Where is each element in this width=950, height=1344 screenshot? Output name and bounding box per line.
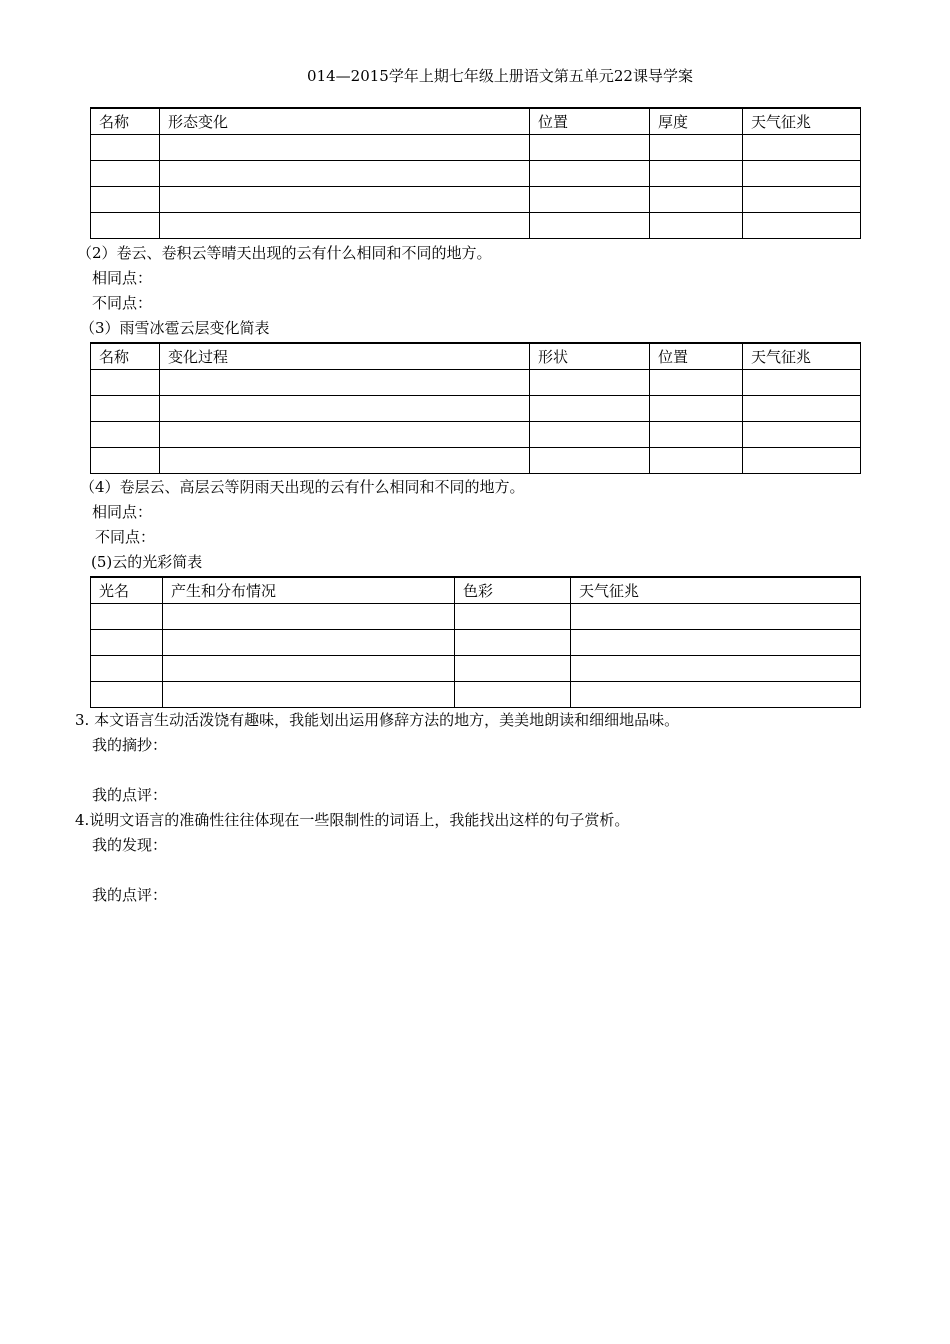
table-cell[interactable] xyxy=(530,370,650,396)
item-4-discovery-label: 我的发现： xyxy=(92,836,168,854)
table-cell[interactable] xyxy=(571,656,861,682)
q2-diff-label: 不同点： xyxy=(92,294,153,312)
header-cell-change-process: 变化过程 xyxy=(160,343,530,370)
table-cell[interactable] xyxy=(650,448,743,474)
table-row xyxy=(91,135,861,161)
table-cell[interactable] xyxy=(743,370,861,396)
table-row xyxy=(91,396,861,422)
document-title: 014—2015学年上期七年级上册语文第五单元22课导学案 xyxy=(307,67,693,85)
item-4-comment-label: 我的点评： xyxy=(92,886,168,904)
q4-diff-label: 不同点： xyxy=(95,528,156,546)
header-cell-color: 色彩 xyxy=(455,577,571,604)
table-row xyxy=(91,187,861,213)
table-cell[interactable] xyxy=(91,682,163,708)
table-cell[interactable] xyxy=(530,396,650,422)
table-header-row xyxy=(91,577,861,604)
table-cell[interactable] xyxy=(455,656,571,682)
header-cell-position: 位置 xyxy=(650,343,743,370)
item-3-question: 3. 本文语言生动活泼饶有趣味，我能划出运用修辞方法的地方，美美地朗读和细细地品味。 xyxy=(75,711,680,729)
table-cell[interactable] xyxy=(530,448,650,474)
header-cell-shape: 形状 xyxy=(530,343,650,370)
header-cell-weather-sign: 天气征兆 xyxy=(743,108,861,135)
question-5-title: (5)云的光彩简表 xyxy=(91,553,203,571)
item-3-excerpt-label: 我的摘抄： xyxy=(92,736,168,754)
precipitation-cloud-table xyxy=(90,342,861,474)
question-4: （4）卷层云、高层云等阴雨天出现的云有什么相同和不同的地方。 xyxy=(80,478,525,496)
item-4-question: 4.说明文语言的准确性往往体现在一些限制性的词语上，我能找出这样的句子赏析。 xyxy=(75,811,630,829)
table-cell[interactable] xyxy=(160,422,530,448)
table-row xyxy=(91,213,861,239)
table-cell[interactable] xyxy=(455,604,571,630)
table-cell[interactable] xyxy=(163,656,455,682)
question-3-title: （3）雨雪冰雹云层变化简表 xyxy=(80,319,270,337)
cloud-form-table xyxy=(90,107,861,239)
table-cell[interactable] xyxy=(650,161,743,187)
q2-same-label: 相同点： xyxy=(92,269,153,287)
table-cell[interactable] xyxy=(91,161,160,187)
table-cell[interactable] xyxy=(743,187,861,213)
table-cell[interactable] xyxy=(743,422,861,448)
table-row xyxy=(91,448,861,474)
table-cell[interactable] xyxy=(160,448,530,474)
table-header-row xyxy=(91,108,861,135)
header-cell-thickness: 厚度 xyxy=(650,108,743,135)
table-cell[interactable] xyxy=(743,213,861,239)
table-cell[interactable] xyxy=(650,370,743,396)
table-cell[interactable] xyxy=(530,213,650,239)
table-cell[interactable] xyxy=(91,630,163,656)
q4-same-label: 相同点： xyxy=(92,503,153,521)
table-cell[interactable] xyxy=(455,682,571,708)
table-cell[interactable] xyxy=(163,604,455,630)
table-cell[interactable] xyxy=(91,135,160,161)
table-cell[interactable] xyxy=(163,682,455,708)
table-cell[interactable] xyxy=(743,448,861,474)
item-3-comment-label: 我的点评： xyxy=(92,786,168,804)
table-cell[interactable] xyxy=(160,370,530,396)
table-cell[interactable] xyxy=(571,682,861,708)
cloud-light-table xyxy=(90,576,861,708)
table-cell[interactable] xyxy=(91,656,163,682)
header-cell-weather-sign: 天气征兆 xyxy=(571,577,861,604)
table-cell[interactable] xyxy=(530,187,650,213)
table-row xyxy=(91,161,861,187)
table-cell[interactable] xyxy=(650,396,743,422)
table-cell[interactable] xyxy=(455,630,571,656)
table-cell[interactable] xyxy=(743,161,861,187)
table-cell[interactable] xyxy=(650,187,743,213)
table-cell[interactable] xyxy=(743,396,861,422)
table-cell[interactable] xyxy=(91,448,160,474)
header-cell-form-change: 形态变化 xyxy=(160,108,530,135)
table-cell[interactable] xyxy=(530,161,650,187)
table-row xyxy=(91,682,861,708)
header-cell-name: 名称 xyxy=(91,343,160,370)
table-cell[interactable] xyxy=(571,630,861,656)
table-row xyxy=(91,370,861,396)
header-cell-origin-distribution: 产生和分布情况 xyxy=(163,577,455,604)
table-cell[interactable] xyxy=(160,187,530,213)
table-row xyxy=(91,656,861,682)
table-cell[interactable] xyxy=(91,370,160,396)
table-cell[interactable] xyxy=(160,135,530,161)
table-cell[interactable] xyxy=(91,187,160,213)
table-cell[interactable] xyxy=(160,396,530,422)
table-cell[interactable] xyxy=(91,604,163,630)
header-cell-light-name: 光名 xyxy=(91,577,163,604)
table-row xyxy=(91,422,861,448)
table-cell[interactable] xyxy=(160,213,530,239)
header-cell-name: 名称 xyxy=(91,108,160,135)
table-cell[interactable] xyxy=(650,422,743,448)
table-cell[interactable] xyxy=(743,135,861,161)
table-cell[interactable] xyxy=(91,422,160,448)
table-row xyxy=(91,604,861,630)
table-cell[interactable] xyxy=(650,135,743,161)
table-cell[interactable] xyxy=(91,213,160,239)
table-cell[interactable] xyxy=(530,422,650,448)
table-cell[interactable] xyxy=(571,604,861,630)
header-cell-position: 位置 xyxy=(530,108,650,135)
table-cell[interactable] xyxy=(530,135,650,161)
table-cell[interactable] xyxy=(650,213,743,239)
table-row xyxy=(91,630,861,656)
header-cell-weather-sign: 天气征兆 xyxy=(743,343,861,370)
question-2: （2）卷云、卷积云等晴天出现的云有什么相同和不同的地方。 xyxy=(77,244,492,262)
table-cell[interactable] xyxy=(163,630,455,656)
table-cell[interactable] xyxy=(160,161,530,187)
table-header-row xyxy=(91,343,861,370)
table-cell[interactable] xyxy=(91,396,160,422)
